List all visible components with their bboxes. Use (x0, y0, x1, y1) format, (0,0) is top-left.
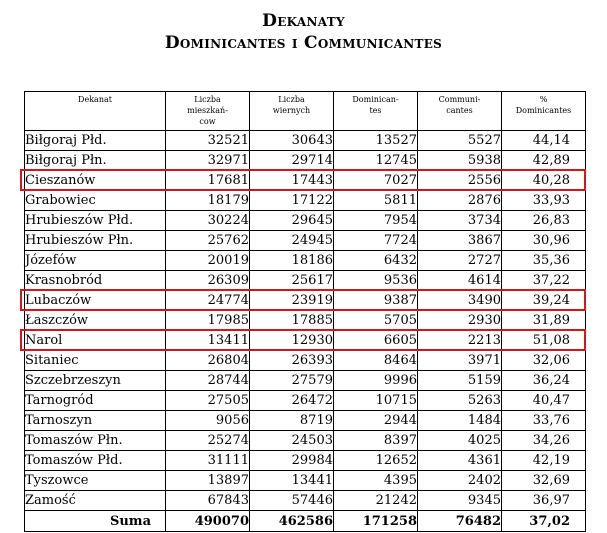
cell-dekanat: Zamość (25, 491, 166, 511)
cell-mieszkancy: 25274 (166, 431, 250, 451)
cell-mieszkancy: 17681 (166, 171, 250, 191)
sum-cell-wierni: 462586 (250, 511, 334, 532)
cell-mieszkancy: 31111 (166, 451, 250, 471)
table-row (25, 251, 586, 271)
deanery-table (24, 91, 586, 532)
cell-communicantes: 4361 (418, 451, 502, 471)
cell-procent: 37,22 (502, 271, 586, 291)
header-dekanat: Dekanat (25, 92, 166, 131)
cell-communicantes: 5159 (418, 371, 502, 391)
cell-mieszkancy: 24774 (166, 291, 250, 311)
sum-cell-dominicantes: 171258 (334, 511, 418, 532)
cell-dekanat: Łaszczów (25, 311, 166, 331)
cell-communicantes: 9345 (418, 491, 502, 511)
cell-dekanat: Lubaczów (25, 291, 166, 311)
cell-dominicantes: 9996 (334, 371, 418, 391)
header-dominicantes: Dominican- tes (334, 92, 418, 131)
cell-dekanat: Cieszanów (25, 171, 166, 191)
cell-mieszkancy: 13411 (166, 331, 250, 351)
cell-mieszkancy: 26804 (166, 351, 250, 371)
cell-procent: 34,26 (502, 431, 586, 451)
cell-dominicantes: 6605 (334, 331, 418, 351)
cell-mieszkancy: 32971 (166, 151, 250, 171)
cell-wierni: 8719 (250, 411, 334, 431)
cell-dekanat: Tarnoszyn (25, 411, 166, 431)
cell-dominicantes: 7724 (334, 231, 418, 251)
cell-procent: 51,08 (502, 331, 586, 351)
cell-communicantes: 2876 (418, 191, 502, 211)
cell-dominicantes: 21242 (334, 491, 418, 511)
cell-wierni: 30643 (250, 131, 334, 151)
header-liczba-mieszkancow: Liczba mieszkań- cow (166, 92, 250, 131)
cell-wierni: 12930 (250, 331, 334, 351)
cell-wierni: 29645 (250, 211, 334, 231)
table-row (25, 311, 586, 331)
table-row (25, 371, 586, 391)
table-row (25, 171, 586, 191)
table-row (25, 211, 586, 231)
page-title: Dekanaty (262, 11, 345, 31)
cell-dekanat: Hrubieszów Płd. (25, 211, 166, 231)
cell-dekanat: Tomaszów Płd. (25, 451, 166, 471)
cell-dominicantes: 6432 (334, 251, 418, 271)
sum-cell-communicantes: 76482 (418, 511, 502, 532)
table-row (25, 231, 586, 251)
cell-procent: 36,24 (502, 371, 586, 391)
cell-dominicantes: 7027 (334, 171, 418, 191)
cell-communicantes: 5263 (418, 391, 502, 411)
cell-procent: 35,36 (502, 251, 586, 271)
cell-mieszkancy: 28744 (166, 371, 250, 391)
sum-cell-mieszkancy: 490070 (166, 511, 250, 532)
cell-dekanat: Grabowiec (25, 191, 166, 211)
cell-wierni: 25617 (250, 271, 334, 291)
cell-dekanat: Biłgoraj Płn. (25, 151, 166, 171)
cell-communicantes: 1484 (418, 411, 502, 431)
cell-dekanat: Hrubieszów Płn. (25, 231, 166, 251)
cell-wierni: 17885 (250, 311, 334, 331)
table-row (25, 291, 586, 311)
cell-communicantes: 2556 (418, 171, 502, 191)
page-subtitle: Dominicantes i Communicantes (164, 33, 443, 53)
table-row (25, 431, 586, 451)
cell-dekanat: Krasnobród (25, 271, 166, 291)
cell-wierni: 26472 (250, 391, 334, 411)
cell-communicantes: 4614 (418, 271, 502, 291)
cell-dekanat: Tarnogród (25, 391, 166, 411)
cell-mieszkancy: 18179 (166, 191, 250, 211)
table-row (25, 351, 586, 371)
cell-mieszkancy: 30224 (166, 211, 250, 231)
table-row (25, 191, 586, 211)
cell-mieszkancy: 26309 (166, 271, 250, 291)
cell-procent: 32,69 (502, 471, 586, 491)
cell-communicantes: 4025 (418, 431, 502, 451)
cell-wierni: 18186 (250, 251, 334, 271)
cell-communicantes: 2727 (418, 251, 502, 271)
cell-wierni: 23919 (250, 291, 334, 311)
cell-communicantes: 3971 (418, 351, 502, 371)
cell-dominicantes: 9536 (334, 271, 418, 291)
cell-mieszkancy: 9056 (166, 411, 250, 431)
sum-label: Suma (25, 511, 166, 532)
cell-communicantes: 2213 (418, 331, 502, 351)
table-row (25, 131, 586, 151)
cell-communicantes: 5938 (418, 151, 502, 171)
table-row (25, 491, 586, 511)
cell-procent: 39,24 (502, 291, 586, 311)
table-row (25, 471, 586, 491)
cell-communicantes: 5527 (418, 131, 502, 151)
cell-dominicantes: 8397 (334, 431, 418, 451)
cell-wierni: 27579 (250, 371, 334, 391)
cell-dominicantes: 7954 (334, 211, 418, 231)
cell-dominicantes: 12652 (334, 451, 418, 471)
cell-procent: 42,19 (502, 451, 586, 471)
cell-dekanat: Sitaniec (25, 351, 166, 371)
cell-communicantes: 2402 (418, 471, 502, 491)
table-row (25, 411, 586, 431)
cell-procent: 42,89 (502, 151, 586, 171)
sum-cell-procent: 37,02 (502, 511, 586, 532)
cell-procent: 44,14 (502, 131, 586, 151)
cell-procent: 36,97 (502, 491, 586, 511)
cell-communicantes: 3734 (418, 211, 502, 231)
cell-wierni: 26393 (250, 351, 334, 371)
table-row (25, 151, 586, 171)
sum-row (25, 511, 586, 532)
cell-procent: 33,93 (502, 191, 586, 211)
cell-mieszkancy: 67843 (166, 491, 250, 511)
cell-procent: 33,76 (502, 411, 586, 431)
cell-mieszkancy: 25762 (166, 231, 250, 251)
cell-mieszkancy: 27505 (166, 391, 250, 411)
cell-dekanat: Biłgoraj Płd. (25, 131, 166, 151)
cell-dominicantes: 10715 (334, 391, 418, 411)
cell-wierni: 29714 (250, 151, 334, 171)
cell-dominicantes: 5811 (334, 191, 418, 211)
cell-wierni: 29984 (250, 451, 334, 471)
cell-dekanat: Narol (25, 331, 166, 351)
cell-dominicantes: 9387 (334, 291, 418, 311)
cell-dominicantes: 13527 (334, 131, 418, 151)
cell-mieszkancy: 13897 (166, 471, 250, 491)
cell-wierni: 24503 (250, 431, 334, 451)
cell-dominicantes: 8464 (334, 351, 418, 371)
header-procent-dominicantes: % Dominicantes (502, 92, 586, 131)
cell-wierni: 24945 (250, 231, 334, 251)
cell-wierni: 13441 (250, 471, 334, 491)
cell-mieszkancy: 20019 (166, 251, 250, 271)
cell-wierni: 17443 (250, 171, 334, 191)
table-row (25, 451, 586, 471)
cell-communicantes: 3490 (418, 291, 502, 311)
cell-dekanat: Tyszowce (25, 471, 166, 491)
cell-dominicantes: 2944 (334, 411, 418, 431)
cell-procent: 40,28 (502, 171, 586, 191)
cell-procent: 32,06 (502, 351, 586, 371)
cell-mieszkancy: 17985 (166, 311, 250, 331)
cell-wierni: 57446 (250, 491, 334, 511)
cell-communicantes: 3867 (418, 231, 502, 251)
table-row (25, 391, 586, 411)
cell-procent: 26,83 (502, 211, 586, 231)
cell-mieszkancy: 32521 (166, 131, 250, 151)
table-header-row (25, 92, 586, 131)
header-communicantes: Communi- cantes (418, 92, 502, 131)
cell-procent: 31,89 (502, 311, 586, 331)
cell-procent: 30,96 (502, 231, 586, 251)
cell-dekanat: Tomaszów Płn. (25, 431, 166, 451)
cell-dominicantes: 5705 (334, 311, 418, 331)
cell-dekanat: Józefów (25, 251, 166, 271)
table-row (25, 271, 586, 291)
cell-dominicantes: 4395 (334, 471, 418, 491)
cell-dekanat: Szczebrzeszyn (25, 371, 166, 391)
cell-communicantes: 2930 (418, 311, 502, 331)
table-row (25, 331, 586, 351)
cell-wierni: 17122 (250, 191, 334, 211)
header-liczba-wiernych: Liczba wiernych (250, 92, 334, 131)
cell-procent: 40,47 (502, 391, 586, 411)
cell-dominicantes: 12745 (334, 151, 418, 171)
